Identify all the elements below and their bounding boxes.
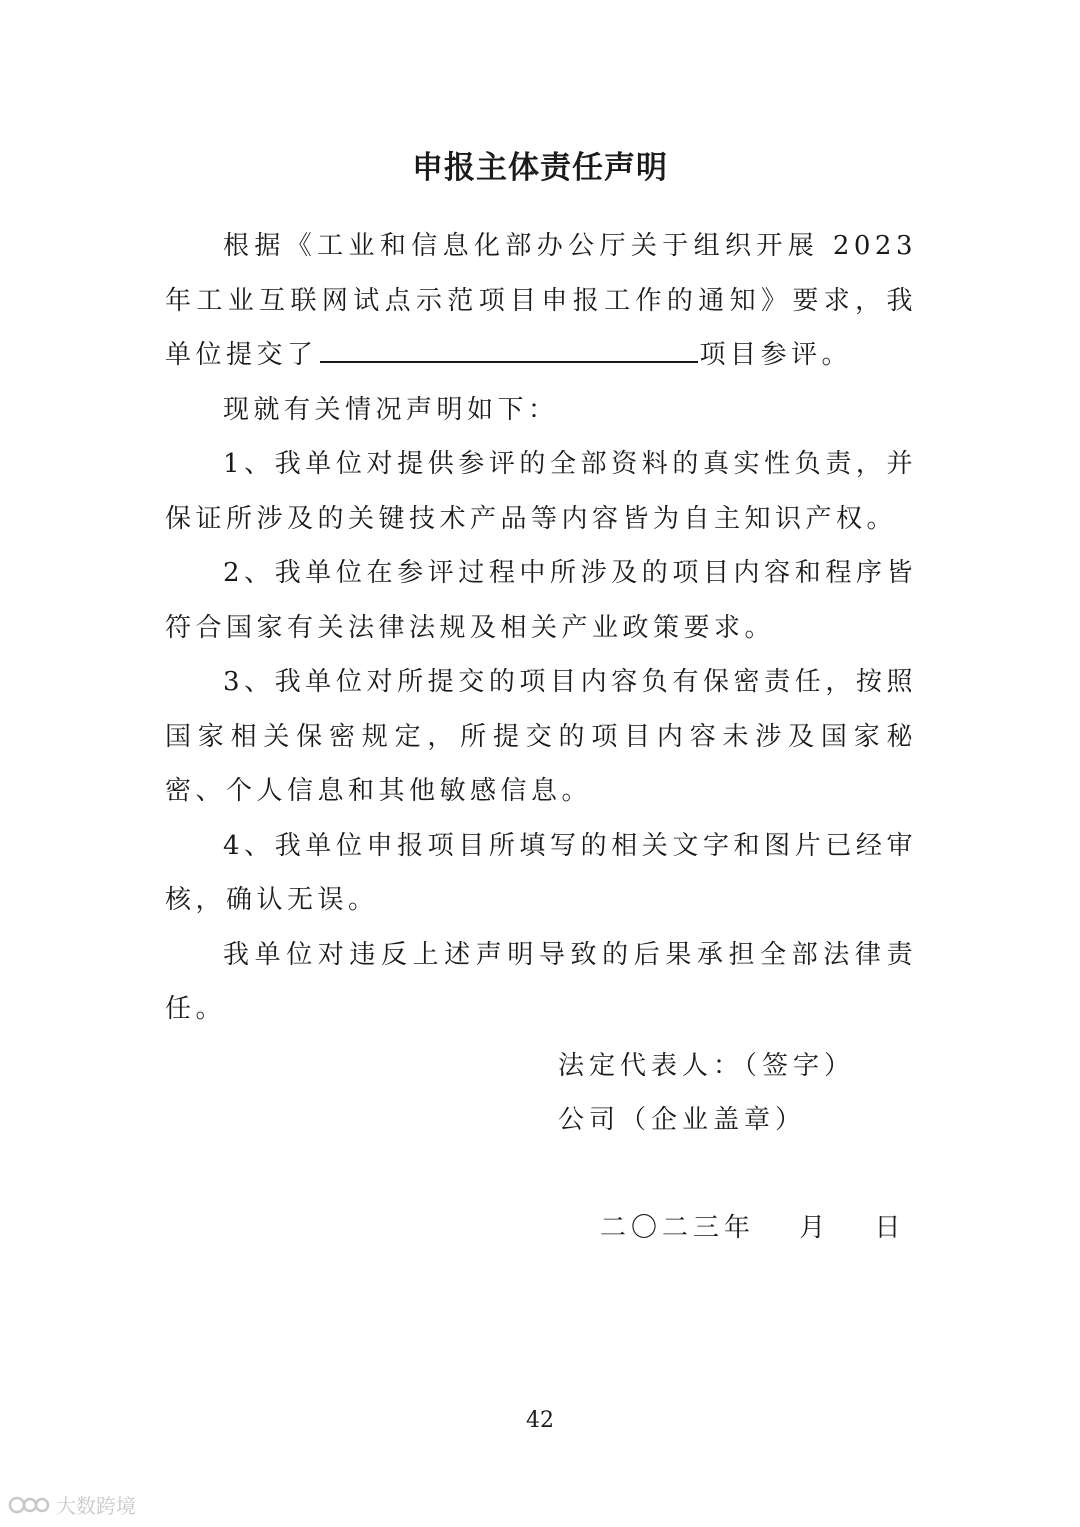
legal-representative-signature: 法定代表人：（签字） bbox=[558, 1051, 856, 1081]
page-title: 申报主体责任声明 bbox=[412, 150, 668, 186]
statement-item-2: 2、我单位在参评过程中所涉及的项目内容和程序皆符合国家有关法律法规及相关产业政策要求。 bbox=[165, 558, 917, 643]
intro-paragraph bbox=[165, 219, 917, 383]
logo-icon bbox=[8, 1494, 50, 1516]
project-name-blank bbox=[320, 331, 698, 363]
watermark-text: 大数跨境 bbox=[56, 1494, 136, 1518]
statement-item-4: 4、我单位申报项目所填写的相关文字和图片已经审核，确认无误。 bbox=[165, 830, 917, 915]
statement-item-1: 1、我单位对提供参评的全部资料的真实性负责，并保证所涉及的关键技术产品等内容皆为自主知识产权。 bbox=[165, 449, 917, 534]
watermark bbox=[8, 1490, 136, 1519]
statement-item-3: 3、我单位对所提交的项目内容负有保密责任，按照国家相关保密规定，所提交的项目内容未涉及国家秘密、个人信息和其他敏感信息。 bbox=[165, 667, 917, 806]
intro-text-end: 项目参评。 bbox=[699, 340, 853, 370]
intro-text: 根据《工业和信息化部办公厅关于组织开展 2023 年工业互联网试点示范项目申报工作的通知》要求，我单位提交了 bbox=[165, 231, 917, 370]
page-number: 42 bbox=[526, 1408, 554, 1433]
company-seal: 公司（企业盖章） bbox=[558, 1105, 807, 1135]
closing-statement: 我单位对违反上述声明导致的后果承担全部法律责任。 bbox=[165, 939, 917, 1024]
statement-lead: 现就有关情况声明如下： bbox=[223, 394, 559, 425]
document-body bbox=[165, 219, 917, 1037]
signature-date: 二〇二三年 月 日 bbox=[600, 1213, 906, 1243]
